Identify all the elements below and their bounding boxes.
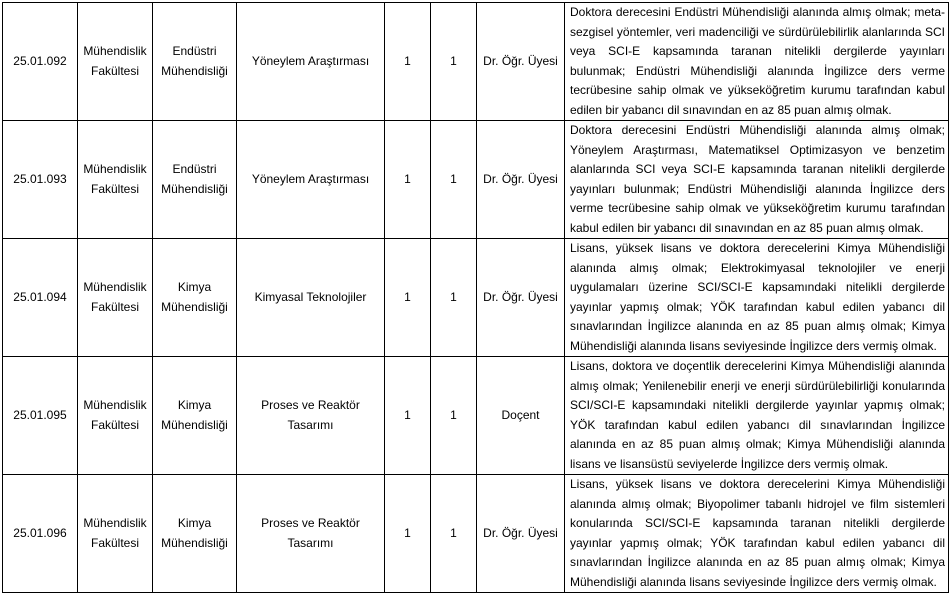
- department-name: Kimya Mühendisliği: [153, 475, 237, 593]
- academic-title: Doçent: [477, 357, 565, 475]
- table-row: [3, 357, 949, 475]
- table-row: [3, 239, 949, 357]
- faculty-name: Mühendislik Fakültesi: [78, 357, 153, 475]
- field-name: Yöneylem Araştırması: [237, 3, 385, 121]
- faculty-name: Mühendislik Fakültesi: [78, 121, 153, 239]
- position-code: 25.01.096: [3, 475, 78, 593]
- positions-table: [2, 2, 949, 593]
- field-name: Proses ve Reaktör Tasarımı: [237, 357, 385, 475]
- position-code: 25.01.094: [3, 239, 78, 357]
- department-name: Kimya Mühendisliği: [153, 357, 237, 475]
- count-cell: 1: [431, 475, 477, 593]
- table-row: [3, 3, 949, 121]
- count-cell: 1: [385, 3, 431, 121]
- faculty-name: Mühendislik Fakültesi: [78, 3, 153, 121]
- field-name: Yöneylem Araştırması: [237, 121, 385, 239]
- count-cell: 1: [385, 475, 431, 593]
- requirements-text: Lisans, yüksek lisans ve doktora derecelerini Kimya Mühendisliği alanında almış olmak; Elektrokimyasal teknolojiler ve enerji uygulamaları üzerine SCI/SCI-E kapsamındaki nitelikli dergilerde yayınlar yapmış olmak; YÖK tarafından kabul edilen yabancı dil sınavlarından İngilizce alanında en az 85 puan almış olmak; Kimya Mühendisliği alanında lisans seviyesinde İngilizce ders vermiş olmak.: [565, 239, 949, 357]
- faculty-name: Mühendislik Fakültesi: [78, 475, 153, 593]
- requirements-text: Doktora derecesini Endüstri Mühendisliği alanında almış olmak; Yöneylem Araştırması, Matematiksel Optimizasyon ve benzetim alanlarında SCI veya SCI-E kapsamında taranan nitelikli dergilerde yayınları bulunmak; Endüstri Mühendisliği alanında İngilizce ders verme tecrübesine sahip olmak ve yükseköğretim kurumu tarafından kabul edilen bir yabancı dil sınavından en az 85 puan almış olmak.: [565, 121, 949, 239]
- department-name: Endüstri Mühendisliği: [153, 121, 237, 239]
- academic-title: Dr. Öğr. Üyesi: [477, 121, 565, 239]
- faculty-name: Mühendislik Fakültesi: [78, 239, 153, 357]
- count-cell: 1: [431, 3, 477, 121]
- requirements-text: Lisans, doktora ve doçentlik derecelerini Kimya Mühendisliği alanında almış olmak; Yenilenebilir enerji ve enerji sürdürülebilirliği konularında SCI/SCI-E kapsamındaki nitelikli dergilerde yayınlar yapmış olmak; YÖK tarafından kabul edilen yabancı dil sınavlarından İngilizce alanında en az 85 puan almış olmak; Kimya Mühendisliği alanında lisans ve lisansüstü seviyelerde İngilizce ders vermiş olmak.: [565, 357, 949, 475]
- position-code: 25.01.093: [3, 121, 78, 239]
- department-name: Endüstri Mühendisliği: [153, 3, 237, 121]
- field-name: Proses ve Reaktör Tasarımı: [237, 475, 385, 593]
- requirements-text: Doktora derecesini Endüstri Mühendisliği alanında almış olmak; meta-sezgisel yöntemler, veri madenciliği ve sürdürülebilirlik alanlarında SCI veya SCI-E kapsamında taranan nitelikli dergilerde yayınları bulunmak; Endüstri Mühendisliği alanında İngilizce ders verme tecrübesine sahip olmak ve yükseköğretim kurumu tarafından kabul edilen bir yabancı dil sınavından en az 85 puan almış olmak.: [565, 3, 949, 121]
- position-code: 25.01.092: [3, 3, 78, 121]
- table-row: [3, 475, 949, 593]
- count-cell: 1: [385, 239, 431, 357]
- count-cell: 1: [431, 357, 477, 475]
- count-cell: 1: [431, 239, 477, 357]
- field-name: Kimyasal Teknolojiler: [237, 239, 385, 357]
- academic-title: Dr. Öğr. Üyesi: [477, 475, 565, 593]
- count-cell: 1: [385, 357, 431, 475]
- academic-title: Dr. Öğr. Üyesi: [477, 239, 565, 357]
- requirements-text: Lisans, yüksek lisans ve doktora derecelerini Kimya Mühendisliği alanında almış olmak; Biyopolimer tabanlı hidrojel ve film sistemleri konularında SCI/SCI-E kapsamında taranan nitelikli dergilerde yayınlar yapmış olmak; YÖK tarafından kabul edilen yabancı dil sınavlarından İngilizce alanında en az 85 puan almış olmak; Kimya Mühendisliği alanında lisans seviyesinde İngilizce ders vermiş olmak.: [565, 475, 949, 593]
- academic-title: Dr. Öğr. Üyesi: [477, 3, 565, 121]
- position-code: 25.01.095: [3, 357, 78, 475]
- count-cell: 1: [431, 121, 477, 239]
- table-row: [3, 121, 949, 239]
- count-cell: 1: [385, 121, 431, 239]
- department-name: Kimya Mühendisliği: [153, 239, 237, 357]
